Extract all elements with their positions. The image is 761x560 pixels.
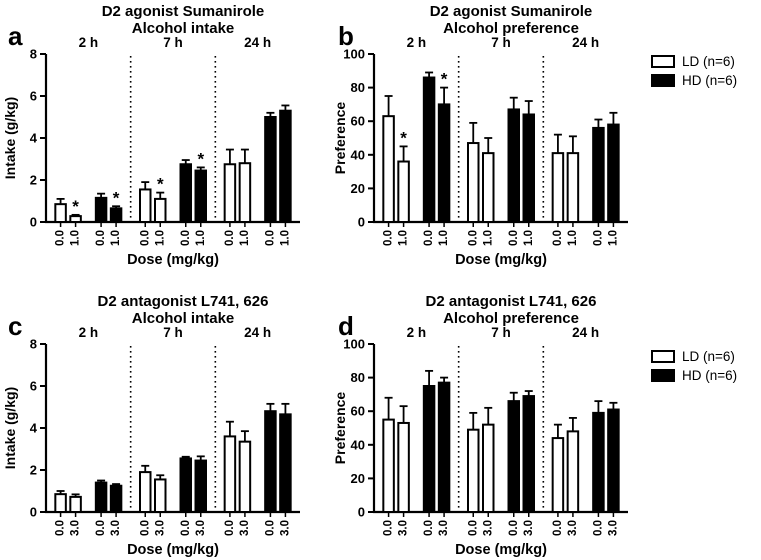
- bar-HD-3.0: [524, 396, 535, 512]
- bar-LD-0.0: [383, 116, 394, 222]
- x-tick-label: 0.0: [264, 520, 277, 536]
- bar-HD-0.0: [96, 483, 107, 512]
- chart-title: D2 antagonist L741, 626: [97, 293, 269, 310]
- bar-LD-3.0: [568, 431, 579, 512]
- x-axis-label: Dose (mg/kg): [127, 252, 219, 268]
- hd-swatch-icon: [651, 74, 675, 87]
- x-tick-label: 1.0: [110, 230, 123, 246]
- x-tick-label: 1.0: [607, 230, 620, 246]
- y-tick-label: 80: [350, 370, 365, 386]
- y-axis-label: Intake (g/kg): [2, 386, 18, 470]
- x-axis-label: Dose (mg/kg): [455, 252, 547, 268]
- chart-title: D2 antagonist L741, 626: [425, 293, 597, 310]
- bar-HD-1.0: [196, 171, 207, 222]
- y-tick-label: 6: [29, 88, 37, 104]
- x-tick-label: 1.0: [194, 230, 207, 246]
- bar-LD-3.0: [398, 423, 409, 512]
- x-tick-label: 3.0: [438, 520, 451, 536]
- bar-HD-0.0: [96, 198, 107, 222]
- y-tick-label: 2: [29, 462, 37, 478]
- section-label: 24 h: [244, 325, 272, 340]
- bar-LD-0.0: [468, 143, 479, 222]
- y-tick-label: 2: [29, 172, 37, 188]
- ld-swatch-icon: [651, 55, 675, 68]
- x-tick-label: 0.0: [423, 520, 436, 536]
- significance-star: *: [197, 149, 205, 169]
- bar-HD-1.0: [439, 104, 450, 222]
- y-tick-label: 40: [350, 147, 365, 163]
- y-tick-label: 100: [343, 336, 365, 352]
- x-tick-label: 3.0: [110, 520, 123, 536]
- section-label: 2 h: [78, 35, 99, 50]
- x-tick-label: 0.0: [507, 520, 520, 536]
- x-tick-label: 0.0: [54, 520, 67, 536]
- y-tick-label: 4: [29, 420, 37, 436]
- x-tick-label: 3.0: [194, 520, 207, 536]
- chart-subtitle: Alcohol preference: [443, 20, 579, 37]
- y-tick-label: 20: [350, 180, 365, 196]
- section-label: 24 h: [572, 35, 600, 50]
- x-tick-label: 1.0: [154, 230, 167, 246]
- x-tick-label: 0.0: [382, 520, 395, 536]
- chart-title: D2 agonist Sumanirole: [101, 3, 265, 20]
- x-tick-label: 1.0: [522, 230, 535, 246]
- bar-HD-0.0: [424, 78, 435, 222]
- x-tick-label: 1.0: [438, 230, 451, 246]
- y-tick-label: 60: [350, 403, 365, 419]
- significance-star: *: [72, 196, 79, 216]
- y-tick-label: 40: [350, 437, 365, 453]
- panel-d-alcohol-preference-l741: [330, 290, 648, 560]
- chart-subtitle: Alcohol preference: [443, 310, 579, 327]
- legend-ld-label: LD (n=6): [682, 53, 735, 69]
- x-tick-label: 1.0: [69, 230, 82, 246]
- panel-letter: a: [8, 21, 23, 51]
- bar-LD-0.0: [55, 204, 65, 222]
- section-label: 7 h: [491, 35, 511, 50]
- x-axis-label: Dose (mg/kg): [455, 542, 547, 558]
- x-tick-label: 0.0: [54, 230, 67, 246]
- panel-a-alcohol-intake-sumanirole: [0, 0, 332, 275]
- bar-HD-0.0: [181, 164, 192, 222]
- x-tick-label: 3.0: [279, 520, 292, 536]
- bar-LD-1.0: [568, 153, 579, 222]
- y-tick-label: 8: [29, 336, 37, 352]
- section-label: 7 h: [491, 325, 511, 340]
- bar-HD-0.0: [509, 109, 520, 222]
- x-tick-label: 1.0: [238, 230, 251, 246]
- x-tick-label: 0.0: [264, 230, 277, 246]
- bar-HD-0.0: [265, 117, 276, 222]
- legend-hd-label: HD (n=6): [682, 72, 738, 88]
- bar-LD-0.0: [383, 420, 394, 512]
- x-tick-label: 0.0: [423, 230, 436, 246]
- x-tick-label: 1.0: [397, 230, 410, 246]
- bar-HD-3.0: [608, 410, 619, 512]
- bar-HD-3.0: [280, 414, 291, 512]
- legend-hd-label: HD (n=6): [682, 367, 738, 383]
- x-tick-label: 0.0: [551, 520, 564, 536]
- y-axis-label: Preference: [332, 101, 348, 175]
- x-tick-label: 0.0: [179, 230, 192, 246]
- x-tick-label: 3.0: [238, 520, 251, 536]
- legend-top: [651, 54, 737, 87]
- x-tick-label: 0.0: [139, 230, 152, 246]
- bar-HD-1.0: [608, 125, 619, 222]
- x-tick-label: 0.0: [223, 520, 236, 536]
- bar-HD-0.0: [509, 401, 520, 512]
- legend-item-hd: [651, 73, 737, 87]
- panel-letter: d: [338, 311, 354, 341]
- section-label: 2 h: [78, 325, 99, 340]
- legend-item-ld: [651, 349, 737, 363]
- legend-ld-label: LD (n=6): [682, 348, 735, 364]
- chart-b: [330, 0, 648, 270]
- y-tick-label: 8: [29, 46, 37, 62]
- bar-HD-3.0: [439, 383, 450, 512]
- section-label: 2 h: [406, 35, 427, 50]
- section-label: 24 h: [244, 35, 272, 50]
- y-tick-label: 60: [350, 113, 365, 129]
- y-tick-label: 80: [350, 80, 365, 96]
- y-tick-label: 0: [357, 214, 365, 230]
- chart-title: D2 agonist Sumanirole: [429, 3, 593, 20]
- panel-b-alcohol-preference-sumanirole: [330, 0, 648, 275]
- chart-subtitle: Alcohol intake: [131, 20, 235, 37]
- bar-LD-3.0: [483, 425, 494, 512]
- bar-HD-1.0: [524, 114, 535, 222]
- x-tick-label: 0.0: [95, 520, 108, 536]
- x-tick-label: 0.0: [223, 230, 236, 246]
- bar-LD-0.0: [140, 472, 151, 512]
- x-tick-label: 3.0: [69, 520, 82, 536]
- bar-LD-0.0: [468, 430, 479, 512]
- significance-star: *: [440, 69, 448, 89]
- bar-LD-1.0: [240, 163, 251, 222]
- x-tick-label: 3.0: [154, 520, 167, 536]
- significance-star: *: [400, 128, 407, 148]
- x-axis-label: Dose (mg/kg): [127, 542, 219, 558]
- y-tick-label: 20: [350, 470, 365, 486]
- significance-star: *: [112, 188, 120, 208]
- x-tick-label: 1.0: [566, 230, 579, 246]
- y-tick-label: 0: [29, 504, 37, 520]
- y-tick-label: 6: [29, 378, 37, 394]
- bar-HD-1.0: [111, 208, 122, 222]
- chart-c: [0, 290, 332, 560]
- bar-HD-0.0: [593, 413, 604, 512]
- x-tick-label: 0.0: [382, 230, 395, 246]
- bar-LD-0.0: [553, 438, 564, 512]
- x-tick-label: 3.0: [482, 520, 495, 536]
- y-tick-label: 100: [343, 46, 365, 62]
- section-label: 7 h: [163, 35, 183, 50]
- bar-LD-3.0: [240, 442, 251, 512]
- bar-HD-0.0: [593, 128, 604, 222]
- bar-HD-3.0: [196, 461, 207, 512]
- bar-LD-0.0: [225, 436, 236, 512]
- x-tick-label: 0.0: [467, 230, 480, 246]
- x-tick-label: 0.0: [139, 520, 152, 536]
- bar-HD-0.0: [181, 458, 192, 512]
- legend-item-hd: [651, 368, 737, 382]
- x-tick-label: 3.0: [607, 520, 620, 536]
- bar-LD-0.0: [140, 189, 151, 222]
- x-tick-label: 0.0: [179, 520, 192, 536]
- panel-c-alcohol-intake-l741: [0, 290, 332, 560]
- x-tick-label: 0.0: [592, 230, 605, 246]
- bar-LD-1.0: [398, 162, 409, 222]
- significance-star: *: [156, 174, 164, 194]
- bar-HD-1.0: [280, 111, 291, 222]
- y-tick-label: 4: [29, 130, 37, 146]
- x-tick-label: 0.0: [592, 520, 605, 536]
- panel-letter: b: [338, 21, 354, 51]
- bar-LD-0.0: [553, 153, 564, 222]
- bar-LD-3.0: [155, 479, 166, 512]
- x-tick-label: 1.0: [279, 230, 292, 246]
- y-tick-label: 0: [29, 214, 37, 230]
- legend-item-ld: [651, 54, 737, 68]
- chart-a: [0, 0, 332, 270]
- bar-LD-0.0: [225, 164, 236, 222]
- legend-bottom: [651, 349, 737, 382]
- x-tick-label: 1.0: [482, 230, 495, 246]
- y-axis-label: Intake (g/kg): [2, 96, 18, 180]
- chart-subtitle: Alcohol intake: [131, 310, 235, 327]
- panel-letter: c: [8, 311, 23, 341]
- x-tick-label: 3.0: [566, 520, 579, 536]
- section-label: 7 h: [163, 325, 183, 340]
- bar-LD-0.0: [55, 494, 65, 512]
- x-tick-label: 0.0: [467, 520, 480, 536]
- x-tick-label: 0.0: [507, 230, 520, 246]
- section-label: 2 h: [406, 325, 427, 340]
- bar-LD-1.0: [70, 216, 81, 222]
- x-tick-label: 3.0: [397, 520, 410, 536]
- x-tick-label: 0.0: [95, 230, 108, 246]
- bar-HD-0.0: [265, 411, 276, 512]
- bar-LD-1.0: [155, 199, 166, 222]
- y-axis-label: Preference: [332, 391, 348, 465]
- bar-HD-0.0: [424, 386, 435, 512]
- y-tick-label: 0: [357, 504, 365, 520]
- bar-HD-3.0: [111, 486, 122, 512]
- hd-swatch-icon: [651, 369, 675, 382]
- ld-swatch-icon: [651, 350, 675, 363]
- bar-LD-1.0: [483, 153, 494, 222]
- x-tick-label: 3.0: [522, 520, 535, 536]
- bar-LD-3.0: [70, 497, 81, 512]
- chart-d: [330, 290, 648, 560]
- x-tick-label: 0.0: [551, 230, 564, 246]
- section-label: 24 h: [572, 325, 600, 340]
